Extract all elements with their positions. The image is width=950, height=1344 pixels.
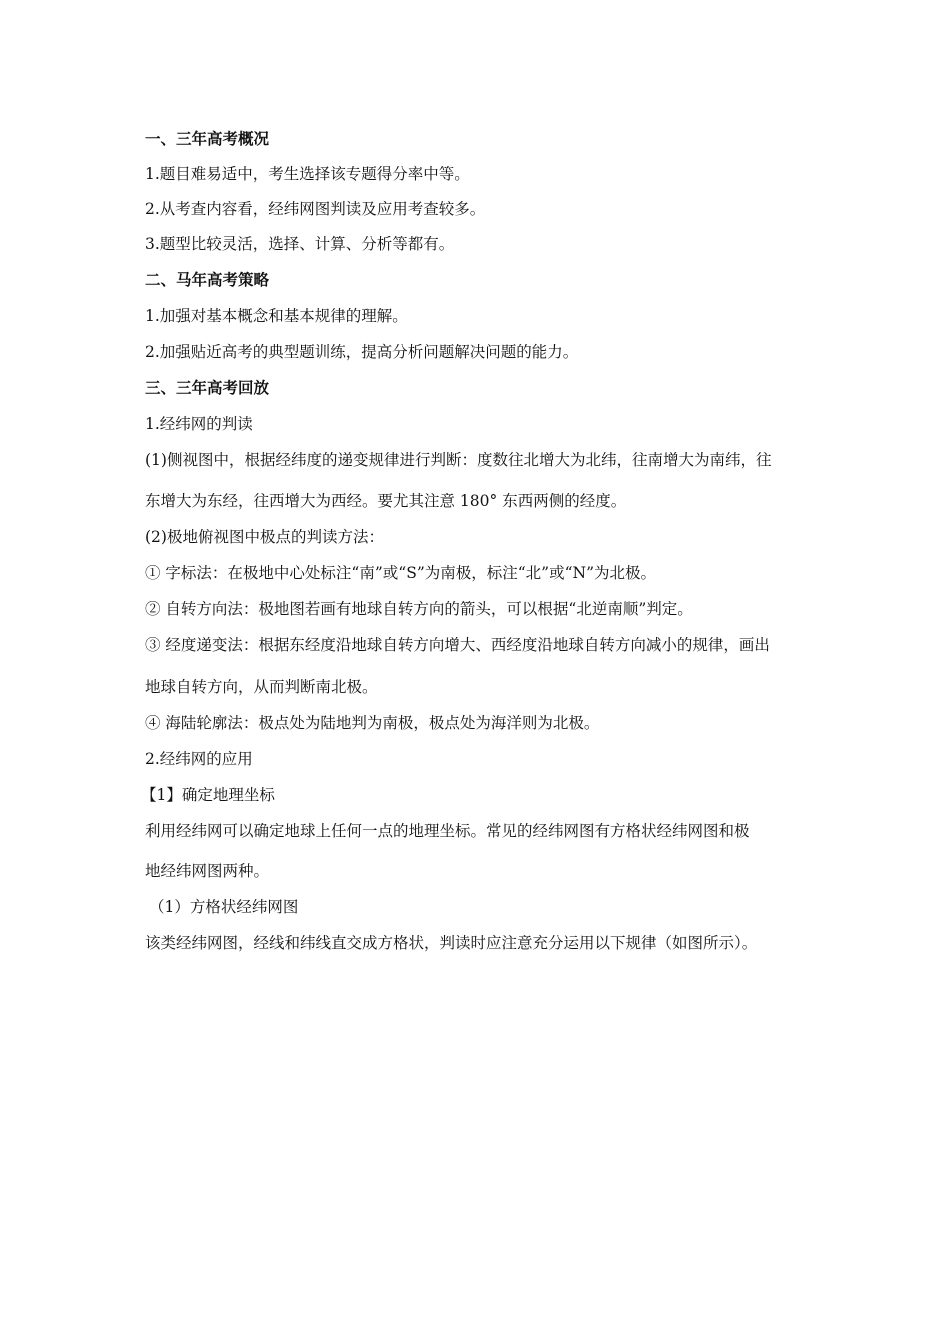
review-paragraph-3-line-2: 地经纬网图两种。 xyxy=(145,862,270,880)
section-heading-review: 三、三年高考回放 xyxy=(145,379,270,397)
overview-item-2: 2.从考查内容看，经纬网图判读及应用考查较多。 xyxy=(145,200,486,218)
strategy-item-1: 1.加强对基本概念和基本规律的理解。 xyxy=(145,307,408,325)
review-subheading-1: 1.经纬网的判读 xyxy=(145,415,253,433)
method-land-sea: ④ 海陆轮廓法：极点处为陆地判为南极，极点处为海洋则为北极。 xyxy=(145,714,600,732)
section-heading-strategy: 二、马年高考策略 xyxy=(145,271,270,289)
strategy-item-2: 2.加强贴近高考的典型题训练，提高分析问题解决问题的能力。 xyxy=(145,343,579,361)
bracket-heading-coordinates: 【1】确定地理坐标 xyxy=(141,786,275,804)
method-longitude-line-2: 地球自转方向，从而判断南北极。 xyxy=(145,678,378,696)
overview-item-3: 3.题型比较灵活，选择、计算、分析等都有。 xyxy=(145,235,455,253)
method-rotation: ② 自转方向法：极地图若画有地球自转方向的箭头，可以根据“北逆南顺”判定。 xyxy=(145,600,693,618)
review-paragraph-2: (2)极地俯视图中极点的判读方法： xyxy=(145,528,384,546)
review-subheading-2: 2.经纬网的应用 xyxy=(145,750,253,768)
method-longitude-line-1: ③ 经度递变法：根据东经度沿地球自转方向增大、西经度沿地球自转方向减小的规律，画出 xyxy=(145,636,770,654)
review-paragraph-5: 该类经纬网图，经线和纬线直交成方格状，判读时应注意充分运用以下规律（如图所示）。 xyxy=(145,934,758,952)
overview-item-1: 1.题目难易适中，考生选择该专题得分率中等。 xyxy=(145,165,470,183)
review-paragraph-1-line-2: 东增大为东经，往西增大为西经。要尤其注意 180° 东西两侧的经度。 xyxy=(145,492,627,510)
review-paragraph-3-line-1: 利用经纬网可以确定地球上任何一点的地理坐标。常见的经纬网图有方格状经纬网图和极 xyxy=(145,822,750,840)
review-paragraph-1-line-1: (1)侧视图中，根据经纬度的递变规律进行判断：度数往北增大为北纬，往南增大为南纬，往 xyxy=(145,451,772,469)
review-paragraph-4: （1）方格状经纬网图 xyxy=(149,898,299,916)
method-char-mark: ① 字标法：在极地中心处标注“南”或“S”为南极，标注“北”或“N”为北极。 xyxy=(145,564,657,582)
section-heading-overview: 一、三年高考概况 xyxy=(145,130,270,148)
